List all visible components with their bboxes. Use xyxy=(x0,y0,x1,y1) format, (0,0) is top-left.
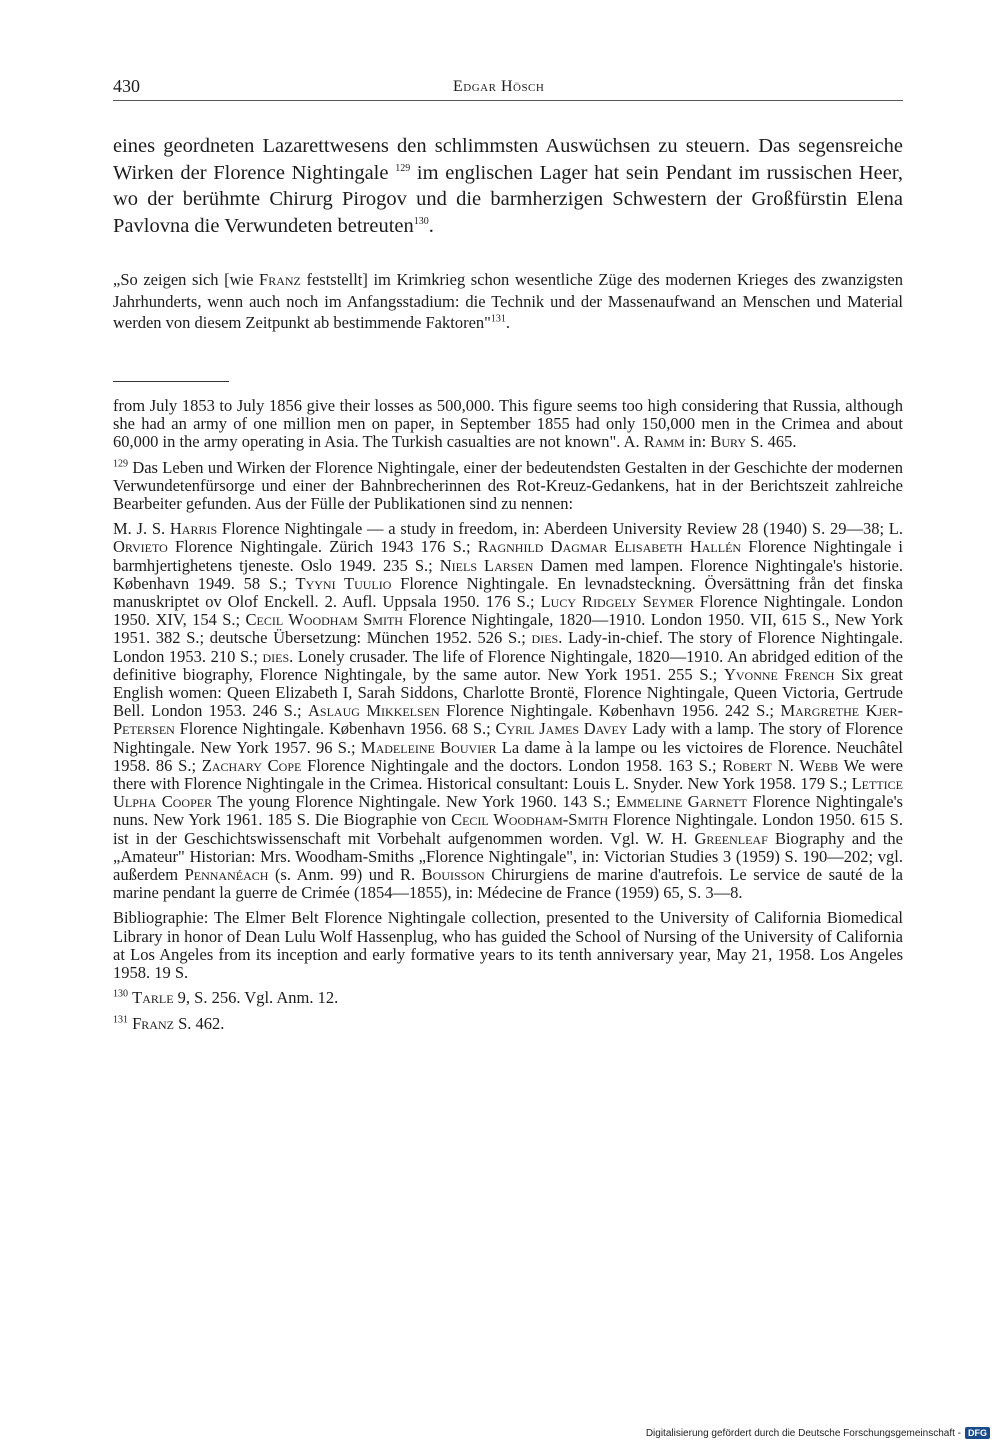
page-number: 430 xyxy=(113,76,140,96)
footnotes xyxy=(113,397,903,1040)
dfg-logo: DFG xyxy=(965,1427,990,1439)
author-name: Cecil Woodham Smith xyxy=(245,610,403,630)
footnote-text: S. 465. xyxy=(746,432,797,452)
footnote-ref-131: 131 xyxy=(490,313,506,325)
biblio-text: Florence Nightingale. København 1956. 242 S.; xyxy=(439,701,781,721)
author-name: Pennanéach xyxy=(184,865,269,885)
biblio-text: Damen med lampen. Florence Nightingale's historie. København 1949. 58 S.; xyxy=(113,555,904,593)
biblio-text: Six great English women: Queen Elizabeth I, Sarah Siddons, Charlotte Brontë, Florence Nightingale, Queen Victoria, Gertrude Bell. London 1953. 246 S.; xyxy=(113,664,903,721)
footnote-ref-130: 130 xyxy=(413,215,429,227)
author-name: Niels Larsen xyxy=(439,555,534,575)
biblio-text: The young Florence Nightingale. New York 1960. 143 S.; xyxy=(212,792,617,812)
footnote-continued xyxy=(113,397,903,452)
footnote-number: 129 xyxy=(113,458,128,470)
author-name: Cyril James Davey xyxy=(495,719,628,739)
biblio-text: Florence Nightingale's nuns. New York 1961. 185 S. Die Biographie von xyxy=(113,792,903,830)
biblio-text: La dame à la lampe ou les victoires de Florence. Neuchâtel 1958. 86 S.; xyxy=(113,737,903,775)
biblio-text: Lonely crusader. The life of Florence Nightingale, 1820—1910. An abridged edition of the definitive biography, Florence Nightingale, by the same autor. New York 1951. 255 S.; xyxy=(113,646,903,684)
footnote-number: 131 xyxy=(113,1014,128,1025)
main-paragraph xyxy=(113,133,903,239)
author-name: Zachary Cope xyxy=(201,755,302,775)
footnote-text: in: xyxy=(684,432,711,452)
footnote-text: 9, S. 256. Vgl. Anm. 12. xyxy=(173,988,339,1008)
running-head: Edgar Hösch xyxy=(453,78,545,95)
biblio-text: Florence Nightingale. En levnadsteckning. Översättning från det finska manuskriptet ov Olof Enckell. 2. Aufl. Uppsala 1950. 176 S.; xyxy=(113,573,904,612)
author-name: dies. xyxy=(262,646,294,666)
author-name: Yvonne French xyxy=(723,664,835,684)
biblio-text: Florence Nightingale. København 1956. 68 S.; xyxy=(174,719,496,739)
biblio-text: Florence Nightingale. London 1950. XIV, 154 S.; xyxy=(113,592,903,630)
author-name: Emmeline Garnett xyxy=(616,792,747,812)
dfg-credit xyxy=(646,1425,990,1441)
page-header xyxy=(113,76,903,100)
biblio-text: (s. Anm. 99) und R. xyxy=(268,865,422,885)
author-name: dies. xyxy=(531,628,563,648)
author-name: Greenleaf xyxy=(694,828,768,848)
block-quote xyxy=(113,269,903,334)
author-name: Madeleine Bouvier xyxy=(360,737,497,757)
author-name: Robert N. Webb xyxy=(722,755,839,775)
biblio-text: M. J. S. xyxy=(113,519,170,539)
author-name: Orvieto xyxy=(113,537,168,557)
footnote-bibliographie: Bibliographie: The Elmer Belt Florence Nightingale collection, presented to the University of California Biomedical Library in honor of Dean Lulu Wolf Hassenplug, who has guided the School of Nursing of the University of California at Los Angeles from its inception and early formative years to its tenth anniversary year, May 21, 1958. Los Angeles 1958. 19 S. xyxy=(113,908,903,983)
body-text-segment: im englischen Lager hat sein Pendant im russischen Heer, wo der berühmte Chirurg Pirogov und die barmherzigen Schwestern der Großfürstin Elena Pavlovna die Verwundeten betreuten xyxy=(113,161,903,237)
footnote-130 xyxy=(113,989,903,1007)
footnote-bibliography-list xyxy=(113,520,903,902)
author-name: Franz xyxy=(132,1013,174,1033)
footnote-number: 130 xyxy=(113,988,128,1000)
footnote-text: S. 462. xyxy=(173,1013,225,1033)
author-name: Lucy Ridgely Seymer xyxy=(540,592,694,612)
dfg-credit-text: Digitalisierung gefördert durch die Deutsche Forschungsgemeinschaft - xyxy=(645,1427,961,1439)
author-name: Tyyni Tuulio xyxy=(295,573,392,593)
biblio-text: Biography and the „Amateur" Historian: Mrs. Woodham-Smiths „Florence Nightingale", in: Victorian Studies 3 (1959) S. 190—202; vgl. außerdem xyxy=(113,828,903,885)
quote-text-segment: feststellt] im Krimkrieg schon wesentliche Züge des modernen Krieges des zwanzigsten Jahrhunderts, wenn auch noch im Anfangsstadium: die Technik und der Massenaufwand an Menschen und Material werden von diesem Zeitpunkt ab bestimmende Faktoren" xyxy=(113,270,903,332)
footnote-text: Das Leben und Wirken der Florence Nightingale, einer der bedeutendsten Gestalten in der Geschichte der modernen Verwundetenfürsorge und einer der Bahnbrecherinnen des Rot-Kreuz-Gedankens, hat in der Berichtszeit zahlreiche Bearbeiter gefunden. Aus der Fülle der Publikationen sind zu nennen: xyxy=(113,457,903,514)
footnote-129 xyxy=(113,459,903,514)
author-name: Aslaug Mikkelsen xyxy=(307,701,440,721)
biblio-text: Florence Nightingale i barmhjertighetens tjeneste. Oslo 1949. 235 S.; xyxy=(113,537,903,575)
author-name: Franz xyxy=(259,270,301,289)
footnote-ref-129: 129 xyxy=(395,162,411,174)
author-name: Margrethe Kjer-Petersen xyxy=(113,701,903,739)
footnote-131 xyxy=(113,1015,903,1033)
biblio-text: Florence Nightingale. Zürich 1943 176 S.; xyxy=(167,537,478,557)
author-name: Bury xyxy=(710,432,747,452)
author-name: Lettice Ulpha Cooper xyxy=(113,774,903,812)
biblio-text: Florence Nightingale — a study in freedom, in: Aberdeen University Review 28 (1940) S. 29—38; L. xyxy=(217,519,903,539)
footnote-separator xyxy=(113,381,229,382)
biblio-text: Lady-in-chief. The story of Florence Nightingale. London 1953. 210 S.; xyxy=(113,628,903,666)
biblio-text: We were there with Florence Nightingale in the Crimea. Historical consultant: Louis L. Snyder. New York 1958. 179 S.; xyxy=(113,755,903,794)
biblio-text: Lady with a lamp. The story of Florence Nightingale. New York 1957. 96 S.; xyxy=(113,719,903,757)
quote-text-segment: „So zeigen sich [wie xyxy=(113,270,260,289)
biblio-text: Chirurgiens de marine d'autrefois. Le service de sauté de la marine pendant la guerre de Crimée (1854—1855), in: Médecine de France (1959) 65, S. 3—8. xyxy=(113,865,903,903)
biblio-text: Florence Nightingale and the doctors. London 1958. 163 S.; xyxy=(301,755,723,775)
biblio-text: Florence Nightingale. London 1950. 615 S. ist in der Geschichtswissenschaft mit Vorbehalt aufgenommen worden. Vgl. W. H. xyxy=(113,810,903,848)
author-name: Ramm xyxy=(643,432,685,452)
author-name: Bouisson xyxy=(421,865,485,885)
header-rule xyxy=(113,100,903,101)
body-text-segment: . xyxy=(428,214,434,237)
author-name: Tarle xyxy=(132,988,174,1008)
footnote-text: from July 1853 to July 1856 give their losses as 500,000. This figure seems too high considering that Russia, although she had an army of one million men on paper, in September 1855 had only 150,000 men in the Crimea and about 60,000 in the army operating in Asia. The Turkish casualties are not known". A. xyxy=(113,396,903,452)
body-text-segment: eines geordneten Lazarettwesens den schlimmsten Auswüchsen zu steuern. Das segensreiche Wirken der Florence Nightingale xyxy=(113,135,903,184)
author-name: Harris xyxy=(169,519,218,539)
author-name: Cecil Woodham-Smith xyxy=(451,810,609,830)
author-name: Ragnhild Dagmar Elisabeth Hallén xyxy=(477,537,742,557)
biblio-text: Florence Nightingale, 1820—1910. London 1950. VII, 615 S., New York 1951. 382 S.; deutsche Übersetzung: München 1952. 526 S.; xyxy=(113,610,903,648)
quote-text-segment: . xyxy=(505,313,511,332)
